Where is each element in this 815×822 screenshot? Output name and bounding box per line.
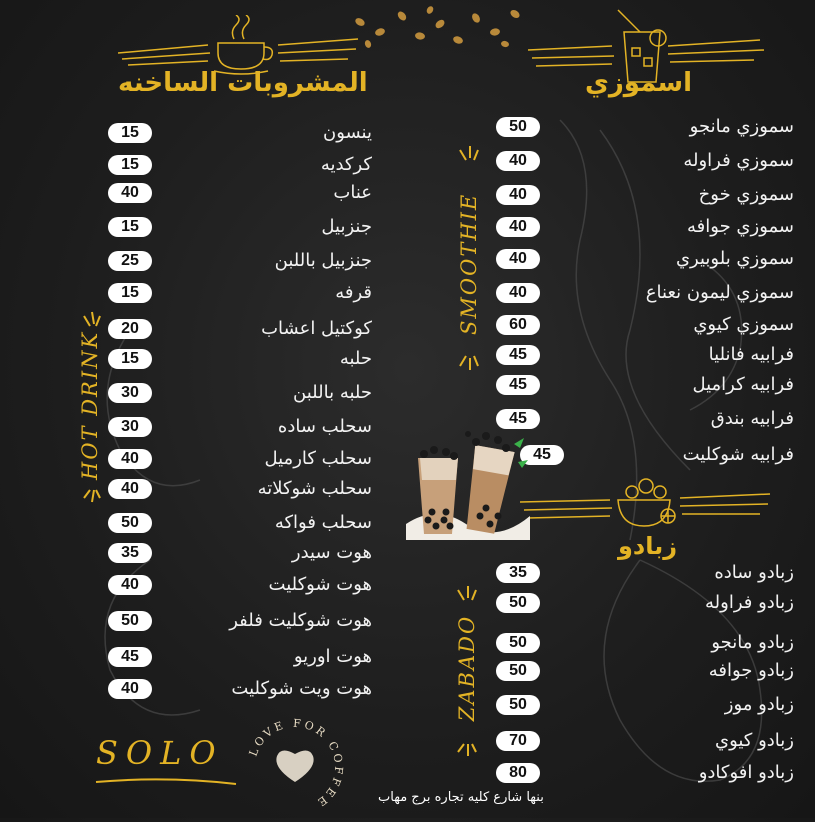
menu-item <box>100 152 380 178</box>
item-name: حلبه باللبن <box>293 382 372 403</box>
price-badge: 80 <box>496 763 540 783</box>
item-name: كوكتيل اعشاب <box>261 318 372 339</box>
menu-item <box>488 342 798 368</box>
item-name: سموزي فراوله <box>683 150 794 171</box>
item-name: زبادو جوافه <box>708 660 794 681</box>
item-name: هوت ويت شوكليت <box>231 678 372 699</box>
menu-item <box>100 316 380 342</box>
menu-item <box>100 214 380 240</box>
price-badge: 30 <box>108 417 152 437</box>
menu-item <box>100 120 380 146</box>
smoothie-title: اسموزي <box>585 68 693 98</box>
coffee-cup-icon <box>118 15 368 75</box>
price-badge: 40 <box>108 449 152 469</box>
price-badge: 45 <box>496 409 540 429</box>
item-name: سموزي خوخ <box>698 184 794 205</box>
price-badge: 50 <box>496 633 540 653</box>
item-name: هوت شوكليت <box>268 574 372 595</box>
item-name: زبادو مانجو <box>711 632 794 653</box>
menu-item <box>488 630 798 656</box>
price-badge: 50 <box>496 593 540 613</box>
hot-drink-side-label: HOT DRINK <box>78 330 102 480</box>
item-name: سموزي بلوبيري <box>675 248 794 269</box>
item-name: حلبه <box>339 348 372 369</box>
menu-item <box>100 644 380 670</box>
price-badge: 40 <box>496 249 540 269</box>
menu-item <box>488 114 798 140</box>
price-badge: 40 <box>496 217 540 237</box>
price-badge: 15 <box>108 349 152 369</box>
price-badge: 50 <box>496 695 540 715</box>
menu-item <box>488 692 798 718</box>
menu-item <box>100 346 380 372</box>
zabado-side-label: ZABADO <box>455 614 479 722</box>
item-name: جنزبيل <box>321 216 372 237</box>
badge-text: LOVE FOR COFFEE <box>246 716 346 811</box>
item-name: سموزي مانجو <box>689 116 794 137</box>
price-badge: 35 <box>496 563 540 583</box>
menu-item <box>100 608 380 634</box>
hot-drinks-list <box>100 120 380 720</box>
menu-item <box>488 760 798 786</box>
menu-item <box>100 572 380 598</box>
price-badge: 40 <box>108 479 152 499</box>
menu-item <box>488 246 798 272</box>
price-badge: 25 <box>108 251 152 271</box>
item-name: سموزي جوافه <box>687 216 794 237</box>
item-name: هوت اوريو <box>293 646 372 667</box>
menu-item <box>100 280 380 306</box>
menu-item <box>100 248 380 274</box>
price-badge: 45 <box>496 345 540 365</box>
price-badge: 15 <box>108 217 152 237</box>
menu-item <box>100 414 380 440</box>
item-name: سحلب ساده <box>277 416 372 437</box>
price-badge: 50 <box>108 513 152 533</box>
zabado-list <box>488 560 798 790</box>
price-badge: 40 <box>496 185 540 205</box>
price-badge: 40 <box>108 679 152 699</box>
item-name: زبادو موز <box>724 694 794 715</box>
price-badge: 20 <box>108 319 152 339</box>
item-name: فرابيه فانليا <box>708 344 794 365</box>
menu-item <box>488 658 798 684</box>
menu-item <box>488 728 798 754</box>
price-badge: 40 <box>496 151 540 171</box>
menu-item <box>488 590 798 616</box>
price-badge: 70 <box>496 731 540 751</box>
item-name: سموزي ليمون نعناع <box>645 282 794 303</box>
zabado-title: زبادو <box>618 532 678 560</box>
menu-item <box>100 380 380 406</box>
item-name: ينسون <box>322 122 372 143</box>
menu-item <box>488 280 798 306</box>
item-name: زبادو افوكادو <box>698 762 794 783</box>
menu-item <box>100 476 380 502</box>
item-name: جنزبيل باللبن <box>274 250 372 271</box>
item-name: كركديه <box>320 154 372 175</box>
price-badge: 40 <box>108 183 152 203</box>
price-badge: 60 <box>496 315 540 335</box>
menu-item <box>100 180 380 206</box>
menu-item <box>488 182 798 208</box>
item-name: هوت شوكليت فلفر <box>229 610 372 631</box>
menu-item <box>488 560 798 586</box>
smoothie-side-label: SMOOTHIE <box>457 192 481 335</box>
coffee-beans-icon <box>340 2 540 52</box>
menu-item <box>488 442 798 468</box>
menu-item <box>100 540 380 566</box>
item-name: فرابيه شوكليت <box>682 444 794 465</box>
item-name: هوت سيدر <box>291 542 372 563</box>
menu-item <box>488 406 798 432</box>
yogurt-bowl-icon <box>520 474 780 534</box>
logo-underline <box>92 772 242 792</box>
love-for-coffee-badge <box>240 712 350 822</box>
menu-item <box>100 676 380 702</box>
smoothie-list <box>488 114 798 474</box>
price-badge: 45 <box>496 375 540 395</box>
bubble-tea-image <box>406 428 530 540</box>
price-badge: 15 <box>108 155 152 175</box>
footer-address: بنها شارع كليه تجاره برج مهاب <box>378 790 544 805</box>
item-name: زبادو كيوي <box>714 730 794 751</box>
item-name: عناب <box>333 182 372 203</box>
heart-icon <box>276 750 313 782</box>
menu-item <box>100 510 380 536</box>
menu-item <box>100 446 380 472</box>
item-name: فرابيه كراميل <box>692 374 794 395</box>
solo-logo: SOLO <box>96 734 224 772</box>
item-name: فرابيه بندق <box>710 408 794 429</box>
price-badge: 15 <box>108 123 152 143</box>
item-name: زبادو فراوله <box>705 592 794 613</box>
price-badge: 50 <box>108 611 152 631</box>
price-badge: 50 <box>496 117 540 137</box>
price-badge: 40 <box>108 575 152 595</box>
item-name: سموزي كيوي <box>693 314 794 335</box>
item-name: زبادو ساده <box>714 562 794 583</box>
hot-drinks-title: المشروبات الساخنه <box>118 68 368 98</box>
menu-item <box>488 214 798 240</box>
item-name: سحلب فواكه <box>274 512 372 533</box>
menu-item <box>488 372 798 398</box>
price-badge: 40 <box>496 283 540 303</box>
item-name: قرفه <box>335 282 372 303</box>
price-badge: 30 <box>108 383 152 403</box>
price-badge: 35 <box>108 543 152 563</box>
menu-item <box>488 312 798 338</box>
price-badge: 15 <box>108 283 152 303</box>
price-badge: 50 <box>496 661 540 681</box>
item-name: سحلب كارميل <box>264 448 372 469</box>
item-name: سحلب شوكلاته <box>257 478 372 499</box>
menu-item <box>488 148 798 174</box>
price-badge: 45 <box>108 647 152 667</box>
price-badge: 45 <box>520 445 564 465</box>
